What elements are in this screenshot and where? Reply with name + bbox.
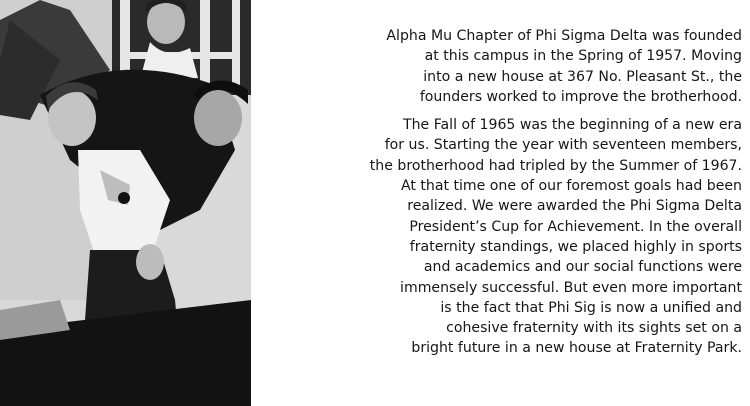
paragraph-founding (340, 26, 742, 107)
text-line: Alpha Mu Chapter of Phi Sigma Delta was founded (386, 28, 742, 44)
text-line: is the fact that Phi Sig is now a unified and (440, 299, 742, 316)
paragraph-new-era (340, 115, 742, 359)
text-line: At that time one of our foremost goals had been (400, 178, 742, 195)
text-line: cohesive fraternity with its sights set on a (446, 320, 742, 337)
text-line: into a new house at 367 No. Pleasant St., the (423, 68, 742, 85)
text-line: President’s Cup for Achievement. In the overall (409, 218, 742, 235)
text-line: founders worked to improve the brotherhood. (419, 88, 742, 105)
text-line: The Fall of 1965 was the beginning of a new era (403, 117, 742, 134)
chapter-history-text (340, 26, 742, 359)
text-line: the brotherhood had tripled by the Summer of 1967. (369, 157, 742, 174)
text-line: realized. We were awarded the Phi Sigma Delta (407, 198, 742, 215)
text-line: fraternity standings, we placed highly in sports (409, 238, 742, 255)
text-line: bright future in a new house at Fraternity Park. (411, 340, 742, 357)
text-line: at this campus in the Spring of 1957. Moving (424, 48, 742, 65)
text-line: and academics and our social functions were (423, 259, 742, 276)
text-line: for us. Starting the year with seventeen members, (384, 137, 742, 154)
fraternity-photo (0, 0, 251, 406)
text-line: immensely successful. But even more important (400, 279, 742, 296)
